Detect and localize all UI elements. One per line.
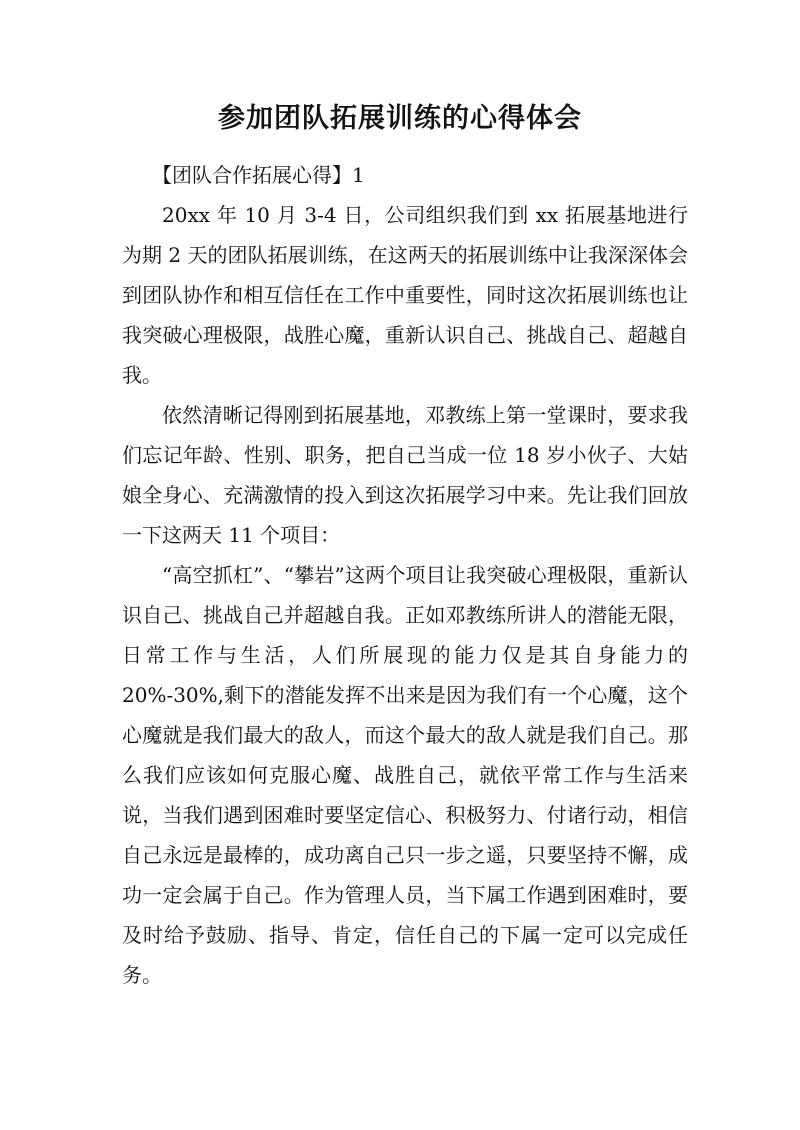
document-body <box>122 155 688 995</box>
document-title: 参加团队拓展训练的心得体会 <box>218 103 582 134</box>
paragraph-1: 20xx 年 10 月 3-4 日，公司组织我们到 xx 拓展基地进行为期 2 天的团队拓展训练，在这两天的拓展训练中让我深深体会到团队协作和相互信任在工作中重要性，同时这次拓展训练也让我突破心理极限，战胜心魔，重新认识自己、挑战自己、超越自我。 <box>122 203 688 387</box>
paragraph-3: “高空抓杠”、“攀岩”这两个项目让我突破心理极限，重新认识自己、挑战自己并超越自我。正如邓教练所讲人的潜能无限，日常工作与生活，人们所展现的能力仅是其自身能力的 20%-30%,剩下的潜能发挥不出来是因为我们有一个心魔，这个心魔就是我们最大的敌人，而这个最大的敌人就是我们自己。那么我们应该如何克服心魔、战胜自己，就依平常工作与生活来说，当我们遇到困难时要坚定信心、积极努力、付诸行动，相信自己永远是最棒的，成功离自己只一步之遥，只要坚持不懈，成功一定会属于自己。作为管理人员，当下属工作遇到困难时，要及时给予鼓励、指导、肯定，信任自己的下属一定可以完成任务。 <box>122 563 688 987</box>
section-heading: 【团队合作拓展心得】1 <box>152 163 365 187</box>
paragraph-2: 依然清晰记得刚到拓展基地，邓教练上第一堂课时，要求我们忘记年龄、性别、职务，把自己当成一位 18 岁小伙子、大姑娘全身心、充满激情的投入到这次拓展学习中来。先让我们回放一下这两天 11 个项目： <box>122 403 688 547</box>
